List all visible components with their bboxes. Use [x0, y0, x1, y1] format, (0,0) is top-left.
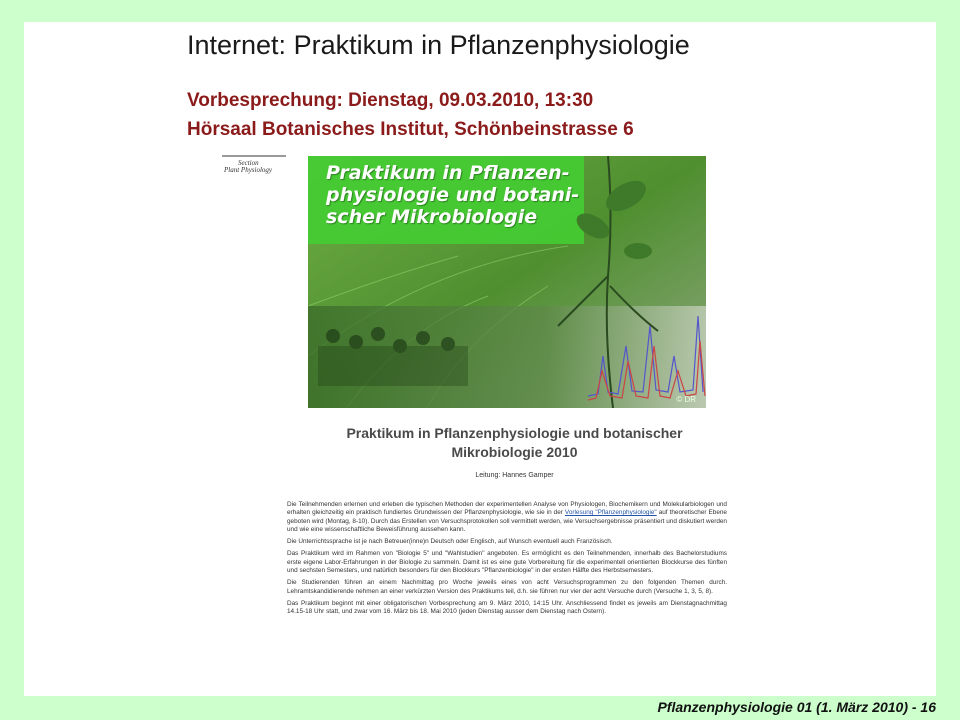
logo-line-1: Section — [238, 159, 259, 167]
paragraph-methods-text-a: Die Teilnehmenden erlernen und erleben die typischen Methoden der experimentellen Analyse von Physiologen, Biochemikern und Molekularbiologen und erhalten gleichzeitig ein praktisch fundiertes Grundwissen der Pflanzenphysiologie, wie sie in der — [287, 501, 727, 517]
paragraph-methods-text-b: auf theoretischer Ebene geboten wird (Montag, 8-10). Durch das Erstellen von Versuchsprotokollen soll vermittelt werden, wie Versuchsergebnisse präsentiert und diskutiert werden und wie eine wissenschaftliche Beweisführung aussehen kann. — [287, 509, 727, 533]
lecture-link[interactable]: Vorlesung "Pflanzenphysiologie" — [564, 509, 657, 517]
paragraph-program: Das Praktikum wird im Rahmen von "Biologie 5" und "Wahlstudien" angeboten. Es ermöglicht es den Teilnehmenden, innerhalb des Bachelorstudiums erste eigene Labor-Erfahrungen in der Biologie zu sammeln. Damit ist es eine gute Vorbereitung für die experimentell orientierten Blockkurse des fünften und sechsten Semesters, und natürlich besonders für den Blockkurs "Pflanzenbiologie" in der ersten Hälfte des Herbstsemesters. — [287, 550, 727, 575]
section-logo[interactable] — [222, 155, 286, 177]
meeting-location: Hörsaal Botanisches Institut, Schönbeinstrasse 6 — [187, 119, 634, 140]
paragraph-start: Das Praktikum beginnt mit einer obligatorischen Vorbesprechung am 9. März 2010, 14:15 Uhr. Anschliessend findet es jeweils am Dienstagnachmittag 14.15-18 Uhr statt, und zwar vom 16. März bis 18. Mai 2010 (jeden Dienstag ausser dem Dienstag nach Ostern). — [287, 599, 727, 616]
paragraph-methods — [287, 501, 727, 534]
paragraph-language: Die Unterrichtssprache ist je nach Betreuer(inne)n Deutsch oder Englisch, auf Wunsch eventuell auch Französisch. — [287, 538, 613, 546]
slide-footer: Pflanzenphysiologie 01 (1. März 2010) - 16 — [657, 699, 936, 715]
logo-line-2: Plant Physiology — [224, 166, 273, 174]
slide-title: Internet: Praktikum in Pflanzenphysiologie — [187, 30, 690, 60]
banner-copyright: © DR — [676, 395, 696, 404]
paragraph-schedule: Die Studierenden führen an einem Nachmittag pro Woche jeweils eines von acht Versuchsprogrammen zu den folgenden Themen durch. Lehramtskandidierende nehmen an einer verkürzten Version des Praktikums teil, d.h. sie führen nur vier der acht Versuche durch (Versuche 1, 3, 5, 8). — [287, 579, 727, 595]
course-leader: Leitung: Hannes Gamper — [475, 472, 554, 479]
course-description — [287, 501, 727, 621]
meeting-date: Vorbesprechung: Dienstag, 09.03.2010, 13:30 — [187, 90, 594, 111]
banner-image — [308, 156, 706, 408]
page-title: Praktikum in Pflanzenphysiologie und botanischer Mikrobiologie 2010 — [346, 425, 683, 460]
banner-heading: Praktikum in Pflanzen-physiologie und botani-scher Mikrobiologie — [326, 162, 580, 228]
